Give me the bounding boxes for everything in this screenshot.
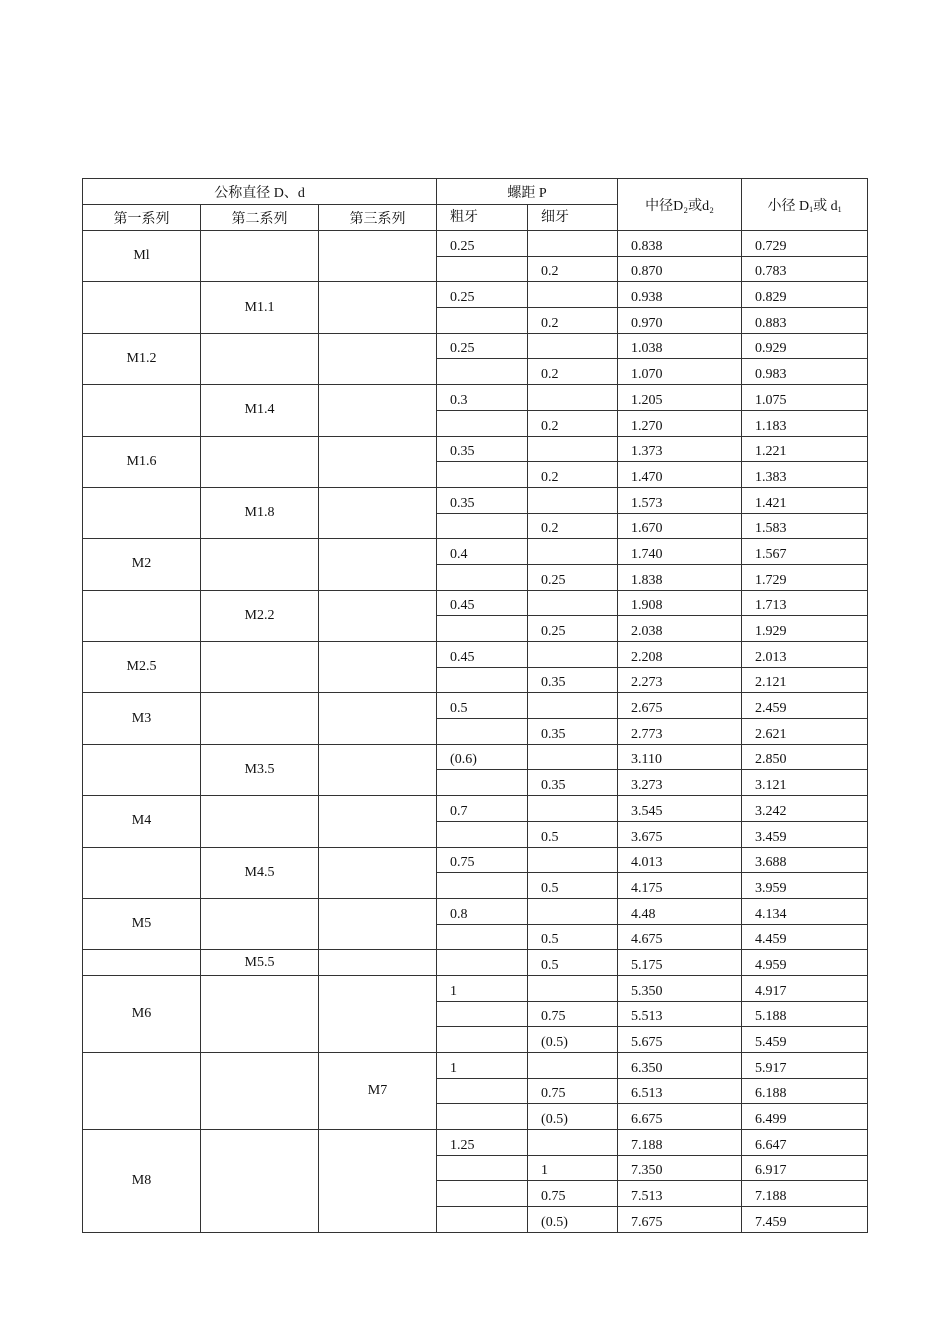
- third-series-cell: [319, 539, 437, 590]
- table-row: [83, 975, 868, 1001]
- minor-diameter-cell: 5.188: [742, 1001, 868, 1027]
- first-series-cell: M2.5: [83, 642, 201, 693]
- coarse-pitch-cell: [437, 1207, 528, 1233]
- minor-diameter-cell: 1.713: [742, 590, 868, 616]
- first-series-cell: [83, 1053, 201, 1130]
- pitch-diameter-cell: 5.675: [618, 1027, 742, 1053]
- table-row: [83, 539, 868, 565]
- fine-pitch-cell: [528, 1130, 618, 1156]
- coarse-pitch-cell: [437, 256, 528, 282]
- minor-diameter-cell: 6.917: [742, 1155, 868, 1181]
- coarse-pitch-cell: [437, 719, 528, 745]
- coarse-pitch-cell: 0.25: [437, 231, 528, 257]
- pitch-diameter-cell: 1.908: [618, 590, 742, 616]
- third-series-cell: [319, 744, 437, 795]
- pitch-diameter-cell: 1.373: [618, 436, 742, 462]
- third-series-cell: [319, 796, 437, 847]
- pitch-diameter-cell: 1.838: [618, 564, 742, 590]
- coarse-pitch-cell: [437, 667, 528, 693]
- first-series-cell: M2: [83, 539, 201, 590]
- coarse-pitch-cell: 0.4: [437, 539, 528, 565]
- second-series-cell: [201, 539, 319, 590]
- first-series-cell: [83, 744, 201, 795]
- pitch-diameter-cell: 3.545: [618, 796, 742, 822]
- minor-diameter-cell: 0.783: [742, 256, 868, 282]
- fine-pitch-cell: 0.75: [528, 1181, 618, 1207]
- table-row: [83, 231, 868, 257]
- fine-pitch-cell: (0.5): [528, 1104, 618, 1130]
- minor-diameter-cell: 0.983: [742, 359, 868, 385]
- fine-pitch-cell: [528, 1053, 618, 1079]
- minor-diameter-cell: 3.242: [742, 796, 868, 822]
- second-series-cell: [201, 231, 319, 282]
- minor-diameter-cell: 1.075: [742, 385, 868, 411]
- fine-pitch-cell: [528, 282, 618, 308]
- fine-pitch-cell: 0.25: [528, 616, 618, 642]
- second-series-cell: M2.2: [201, 590, 319, 641]
- fine-pitch-cell: 0.75: [528, 1001, 618, 1027]
- fine-pitch-cell: (0.5): [528, 1027, 618, 1053]
- minor-diameter-cell: 3.459: [742, 821, 868, 847]
- coarse-pitch-cell: 0.35: [437, 487, 528, 513]
- coarse-pitch-cell: 1: [437, 975, 528, 1001]
- coarse-pitch-cell: 0.45: [437, 642, 528, 668]
- fine-pitch-cell: 0.2: [528, 513, 618, 539]
- minor-diameter-cell: 6.499: [742, 1104, 868, 1130]
- minor-diameter-cell: 1.383: [742, 462, 868, 488]
- first-series-cell: [83, 487, 201, 538]
- table-row: [83, 385, 868, 411]
- fine-pitch-cell: (0.5): [528, 1207, 618, 1233]
- minor-diameter-cell: 2.013: [742, 642, 868, 668]
- coarse-pitch-cell: 0.3: [437, 385, 528, 411]
- second-series-cell: [201, 642, 319, 693]
- second-series-cell: M5.5: [201, 950, 319, 976]
- table-row: [83, 1053, 868, 1079]
- table-row: [83, 642, 868, 668]
- pitch-diameter-label: 中径: [645, 198, 674, 214]
- second-series-cell: M1.1: [201, 282, 319, 333]
- coarse-pitch-cell: [437, 873, 528, 899]
- fine-pitch-cell: 0.5: [528, 873, 618, 899]
- fine-header: 细牙: [528, 205, 618, 231]
- coarse-pitch-cell: 0.35: [437, 436, 528, 462]
- third-series-cell: [319, 950, 437, 976]
- fine-pitch-cell: 0.5: [528, 924, 618, 950]
- first-series-cell: [83, 385, 201, 436]
- fine-pitch-cell: 0.25: [528, 564, 618, 590]
- second-series-cell: M1.8: [201, 487, 319, 538]
- coarse-pitch-cell: 0.8: [437, 898, 528, 924]
- pitch-diameter-cell: 2.208: [618, 642, 742, 668]
- coarse-pitch-cell: 0.45: [437, 590, 528, 616]
- third-series-cell: M7: [319, 1053, 437, 1130]
- third-series-header: 第三系列: [319, 205, 437, 231]
- minor-diameter-cell: 6.647: [742, 1130, 868, 1156]
- pitch-diameter-cell: 4.175: [618, 873, 742, 899]
- pitch-diameter-cell: 7.350: [618, 1155, 742, 1181]
- first-series-cell: M3: [83, 693, 201, 744]
- coarse-pitch-cell: 0.75: [437, 847, 528, 873]
- pitch-diameter-cell: 0.870: [618, 256, 742, 282]
- third-series-cell: [319, 231, 437, 282]
- first-series-cell: [83, 590, 201, 641]
- minor-diameter-cell: 4.959: [742, 950, 868, 976]
- first-series-cell: M8: [83, 1130, 201, 1233]
- pitch-diameter-cell: 2.273: [618, 667, 742, 693]
- first-series-header: 第一系列: [83, 205, 201, 231]
- second-series-cell: M3.5: [201, 744, 319, 795]
- minor-diameter-cell: 1.729: [742, 564, 868, 590]
- table-row: [83, 847, 868, 873]
- pitch-diameter-cell: 2.773: [618, 719, 742, 745]
- minor-diameter-cell: 4.459: [742, 924, 868, 950]
- fine-pitch-cell: [528, 385, 618, 411]
- second-series-cell: [201, 1053, 319, 1130]
- second-series-cell: [201, 436, 319, 487]
- first-series-cell: M4: [83, 796, 201, 847]
- fine-pitch-cell: [528, 693, 618, 719]
- second-series-cell: [201, 796, 319, 847]
- second-series-cell: [201, 1130, 319, 1233]
- third-series-cell: [319, 385, 437, 436]
- fine-pitch-cell: 0.75: [528, 1078, 618, 1104]
- thread-dimension-table: [82, 178, 868, 1233]
- pitch-diameter-sub: D₂或d₂: [673, 198, 714, 214]
- table-row: [83, 487, 868, 513]
- pitch-diameter-cell: 2.038: [618, 616, 742, 642]
- second-series-cell: M4.5: [201, 847, 319, 898]
- fine-pitch-cell: 0.35: [528, 719, 618, 745]
- coarse-pitch-cell: 0.5: [437, 693, 528, 719]
- coarse-pitch-cell: [437, 1104, 528, 1130]
- minor-diameter-cell: 1.583: [742, 513, 868, 539]
- nominal-diameter-header: 公称直径 D、d: [83, 179, 437, 205]
- fine-pitch-cell: [528, 796, 618, 822]
- minor-diameter-cell: 3.959: [742, 873, 868, 899]
- pitch-diameter-cell: 4.675: [618, 924, 742, 950]
- table-row: [83, 744, 868, 770]
- minor-diameter-cell: 2.459: [742, 693, 868, 719]
- table-header: [83, 179, 868, 231]
- coarse-pitch-cell: [437, 1001, 528, 1027]
- table-row: [83, 950, 868, 976]
- third-series-cell: [319, 282, 437, 333]
- minor-diameter-cell: 1.929: [742, 616, 868, 642]
- coarse-pitch-cell: [437, 410, 528, 436]
- third-series-cell: [319, 975, 437, 1052]
- minor-diameter-cell: 1.221: [742, 436, 868, 462]
- minor-diameter-cell: 2.621: [742, 719, 868, 745]
- fine-pitch-cell: [528, 487, 618, 513]
- fine-pitch-cell: 0.35: [528, 770, 618, 796]
- first-series-cell: [83, 950, 201, 976]
- second-series-cell: [201, 898, 319, 949]
- coarse-pitch-cell: [437, 616, 528, 642]
- coarse-pitch-cell: [437, 308, 528, 334]
- third-series-cell: [319, 642, 437, 693]
- table-row: [83, 282, 868, 308]
- fine-pitch-cell: [528, 539, 618, 565]
- third-series-cell: [319, 898, 437, 949]
- table-row: [83, 796, 868, 822]
- pitch-diameter-cell: 5.350: [618, 975, 742, 1001]
- pitch-diameter-header: [618, 179, 742, 231]
- fine-pitch-cell: 0.2: [528, 256, 618, 282]
- minor-diameter-cell: 1.183: [742, 410, 868, 436]
- first-series-cell: M1.2: [83, 333, 201, 384]
- table-body: [83, 231, 868, 1233]
- coarse-pitch-cell: [437, 462, 528, 488]
- pitch-diameter-cell: 6.675: [618, 1104, 742, 1130]
- third-series-cell: [319, 590, 437, 641]
- table-row: [83, 436, 868, 462]
- coarse-pitch-cell: [437, 821, 528, 847]
- pitch-diameter-cell: 6.350: [618, 1053, 742, 1079]
- coarse-pitch-cell: [437, 924, 528, 950]
- first-series-cell: M5: [83, 898, 201, 949]
- minor-diameter-cell: 4.134: [742, 898, 868, 924]
- third-series-cell: [319, 333, 437, 384]
- minor-diameter-cell: 4.917: [742, 975, 868, 1001]
- minor-diameter-cell: 0.829: [742, 282, 868, 308]
- pitch-header: 螺距 P: [437, 179, 618, 205]
- coarse-pitch-cell: 1: [437, 1053, 528, 1079]
- coarse-pitch-cell: [437, 1155, 528, 1181]
- fine-pitch-cell: [528, 642, 618, 668]
- minor-diameter-cell: 7.459: [742, 1207, 868, 1233]
- minor-diameter-cell: 0.929: [742, 333, 868, 359]
- coarse-pitch-cell: 0.25: [437, 333, 528, 359]
- second-series-cell: [201, 693, 319, 744]
- pitch-diameter-cell: 5.175: [618, 950, 742, 976]
- pitch-diameter-cell: 2.675: [618, 693, 742, 719]
- minor-diameter-cell: 2.121: [742, 667, 868, 693]
- coarse-pitch-cell: [437, 1078, 528, 1104]
- table-row: [83, 693, 868, 719]
- pitch-diameter-cell: 7.513: [618, 1181, 742, 1207]
- fine-pitch-cell: [528, 847, 618, 873]
- third-series-cell: [319, 487, 437, 538]
- fine-pitch-cell: 0.2: [528, 410, 618, 436]
- coarse-pitch-cell: 0.25: [437, 282, 528, 308]
- first-series-cell: [83, 282, 201, 333]
- pitch-diameter-cell: 1.270: [618, 410, 742, 436]
- second-series-cell: [201, 333, 319, 384]
- table-row: [83, 1130, 868, 1156]
- fine-pitch-cell: 0.2: [528, 359, 618, 385]
- minor-diameter-cell: 0.883: [742, 308, 868, 334]
- coarse-pitch-cell: [437, 1181, 528, 1207]
- pitch-diameter-cell: 4.013: [618, 847, 742, 873]
- pitch-diameter-cell: 3.273: [618, 770, 742, 796]
- pitch-diameter-cell: 0.938: [618, 282, 742, 308]
- coarse-pitch-cell: [437, 950, 528, 976]
- minor-diameter-cell: 0.729: [742, 231, 868, 257]
- coarse-pitch-cell: [437, 770, 528, 796]
- minor-diameter-cell: 3.688: [742, 847, 868, 873]
- fine-pitch-cell: 0.2: [528, 462, 618, 488]
- fine-pitch-cell: 0.2: [528, 308, 618, 334]
- minor-diameter-cell: 1.567: [742, 539, 868, 565]
- coarse-pitch-cell: [437, 564, 528, 590]
- pitch-diameter-cell: 7.675: [618, 1207, 742, 1233]
- first-series-cell: M6: [83, 975, 201, 1052]
- minor-diameter-label: 小径 D: [767, 198, 810, 214]
- minor-diameter-header: 小径 D1或 d1: [742, 179, 868, 231]
- pitch-diameter-cell: 1.670: [618, 513, 742, 539]
- third-series-cell: [319, 1130, 437, 1233]
- pitch-diameter-cell: 1.740: [618, 539, 742, 565]
- coarse-pitch-cell: [437, 1027, 528, 1053]
- fine-pitch-cell: [528, 590, 618, 616]
- pitch-diameter-cell: 0.970: [618, 308, 742, 334]
- minor-diameter-tail: 或 d: [813, 198, 838, 214]
- pitch-diameter-cell: 1.470: [618, 462, 742, 488]
- minor-diameter-cell: 5.459: [742, 1027, 868, 1053]
- coarse-pitch-cell: (0.6): [437, 744, 528, 770]
- second-series-cell: [201, 975, 319, 1052]
- pitch-diameter-cell: 7.188: [618, 1130, 742, 1156]
- coarse-pitch-cell: [437, 513, 528, 539]
- table-row: [83, 898, 868, 924]
- first-series-cell: [83, 847, 201, 898]
- fine-pitch-cell: 0.5: [528, 821, 618, 847]
- third-series-cell: [319, 436, 437, 487]
- coarse-pitch-cell: 1.25: [437, 1130, 528, 1156]
- fine-pitch-cell: [528, 333, 618, 359]
- fine-pitch-cell: [528, 744, 618, 770]
- pitch-diameter-cell: 1.573: [618, 487, 742, 513]
- fine-pitch-cell: 0.5: [528, 950, 618, 976]
- pitch-diameter-cell: 1.038: [618, 333, 742, 359]
- minor-diameter-cell: 6.188: [742, 1078, 868, 1104]
- pitch-diameter-cell: 5.513: [618, 1001, 742, 1027]
- first-series-cell: Ml: [83, 231, 201, 282]
- third-series-cell: [319, 693, 437, 744]
- pitch-diameter-cell: 1.070: [618, 359, 742, 385]
- minor-diameter-cell: 5.917: [742, 1053, 868, 1079]
- fine-pitch-cell: [528, 898, 618, 924]
- pitch-diameter-cell: 3.110: [618, 744, 742, 770]
- fine-pitch-cell: 0.35: [528, 667, 618, 693]
- coarse-header: 粗牙: [437, 205, 528, 231]
- fine-pitch-cell: [528, 436, 618, 462]
- table-row: [83, 333, 868, 359]
- second-series-header: 第二系列: [201, 205, 319, 231]
- fine-pitch-cell: [528, 231, 618, 257]
- pitch-diameter-cell: 3.675: [618, 821, 742, 847]
- minor-diameter-cell: 7.188: [742, 1181, 868, 1207]
- fine-pitch-cell: [528, 975, 618, 1001]
- first-series-cell: M1.6: [83, 436, 201, 487]
- third-series-cell: [319, 847, 437, 898]
- pitch-diameter-cell: 4.48: [618, 898, 742, 924]
- minor-diameter-cell: 1.421: [742, 487, 868, 513]
- pitch-diameter-cell: 6.513: [618, 1078, 742, 1104]
- second-series-cell: M1.4: [201, 385, 319, 436]
- coarse-pitch-cell: 0.7: [437, 796, 528, 822]
- pitch-diameter-cell: 1.205: [618, 385, 742, 411]
- minor-diameter-cell: 2.850: [742, 744, 868, 770]
- minor-diameter-cell: 3.121: [742, 770, 868, 796]
- coarse-pitch-cell: [437, 359, 528, 385]
- pitch-diameter-cell: 0.838: [618, 231, 742, 257]
- table-row: [83, 590, 868, 616]
- fine-pitch-cell: 1: [528, 1155, 618, 1181]
